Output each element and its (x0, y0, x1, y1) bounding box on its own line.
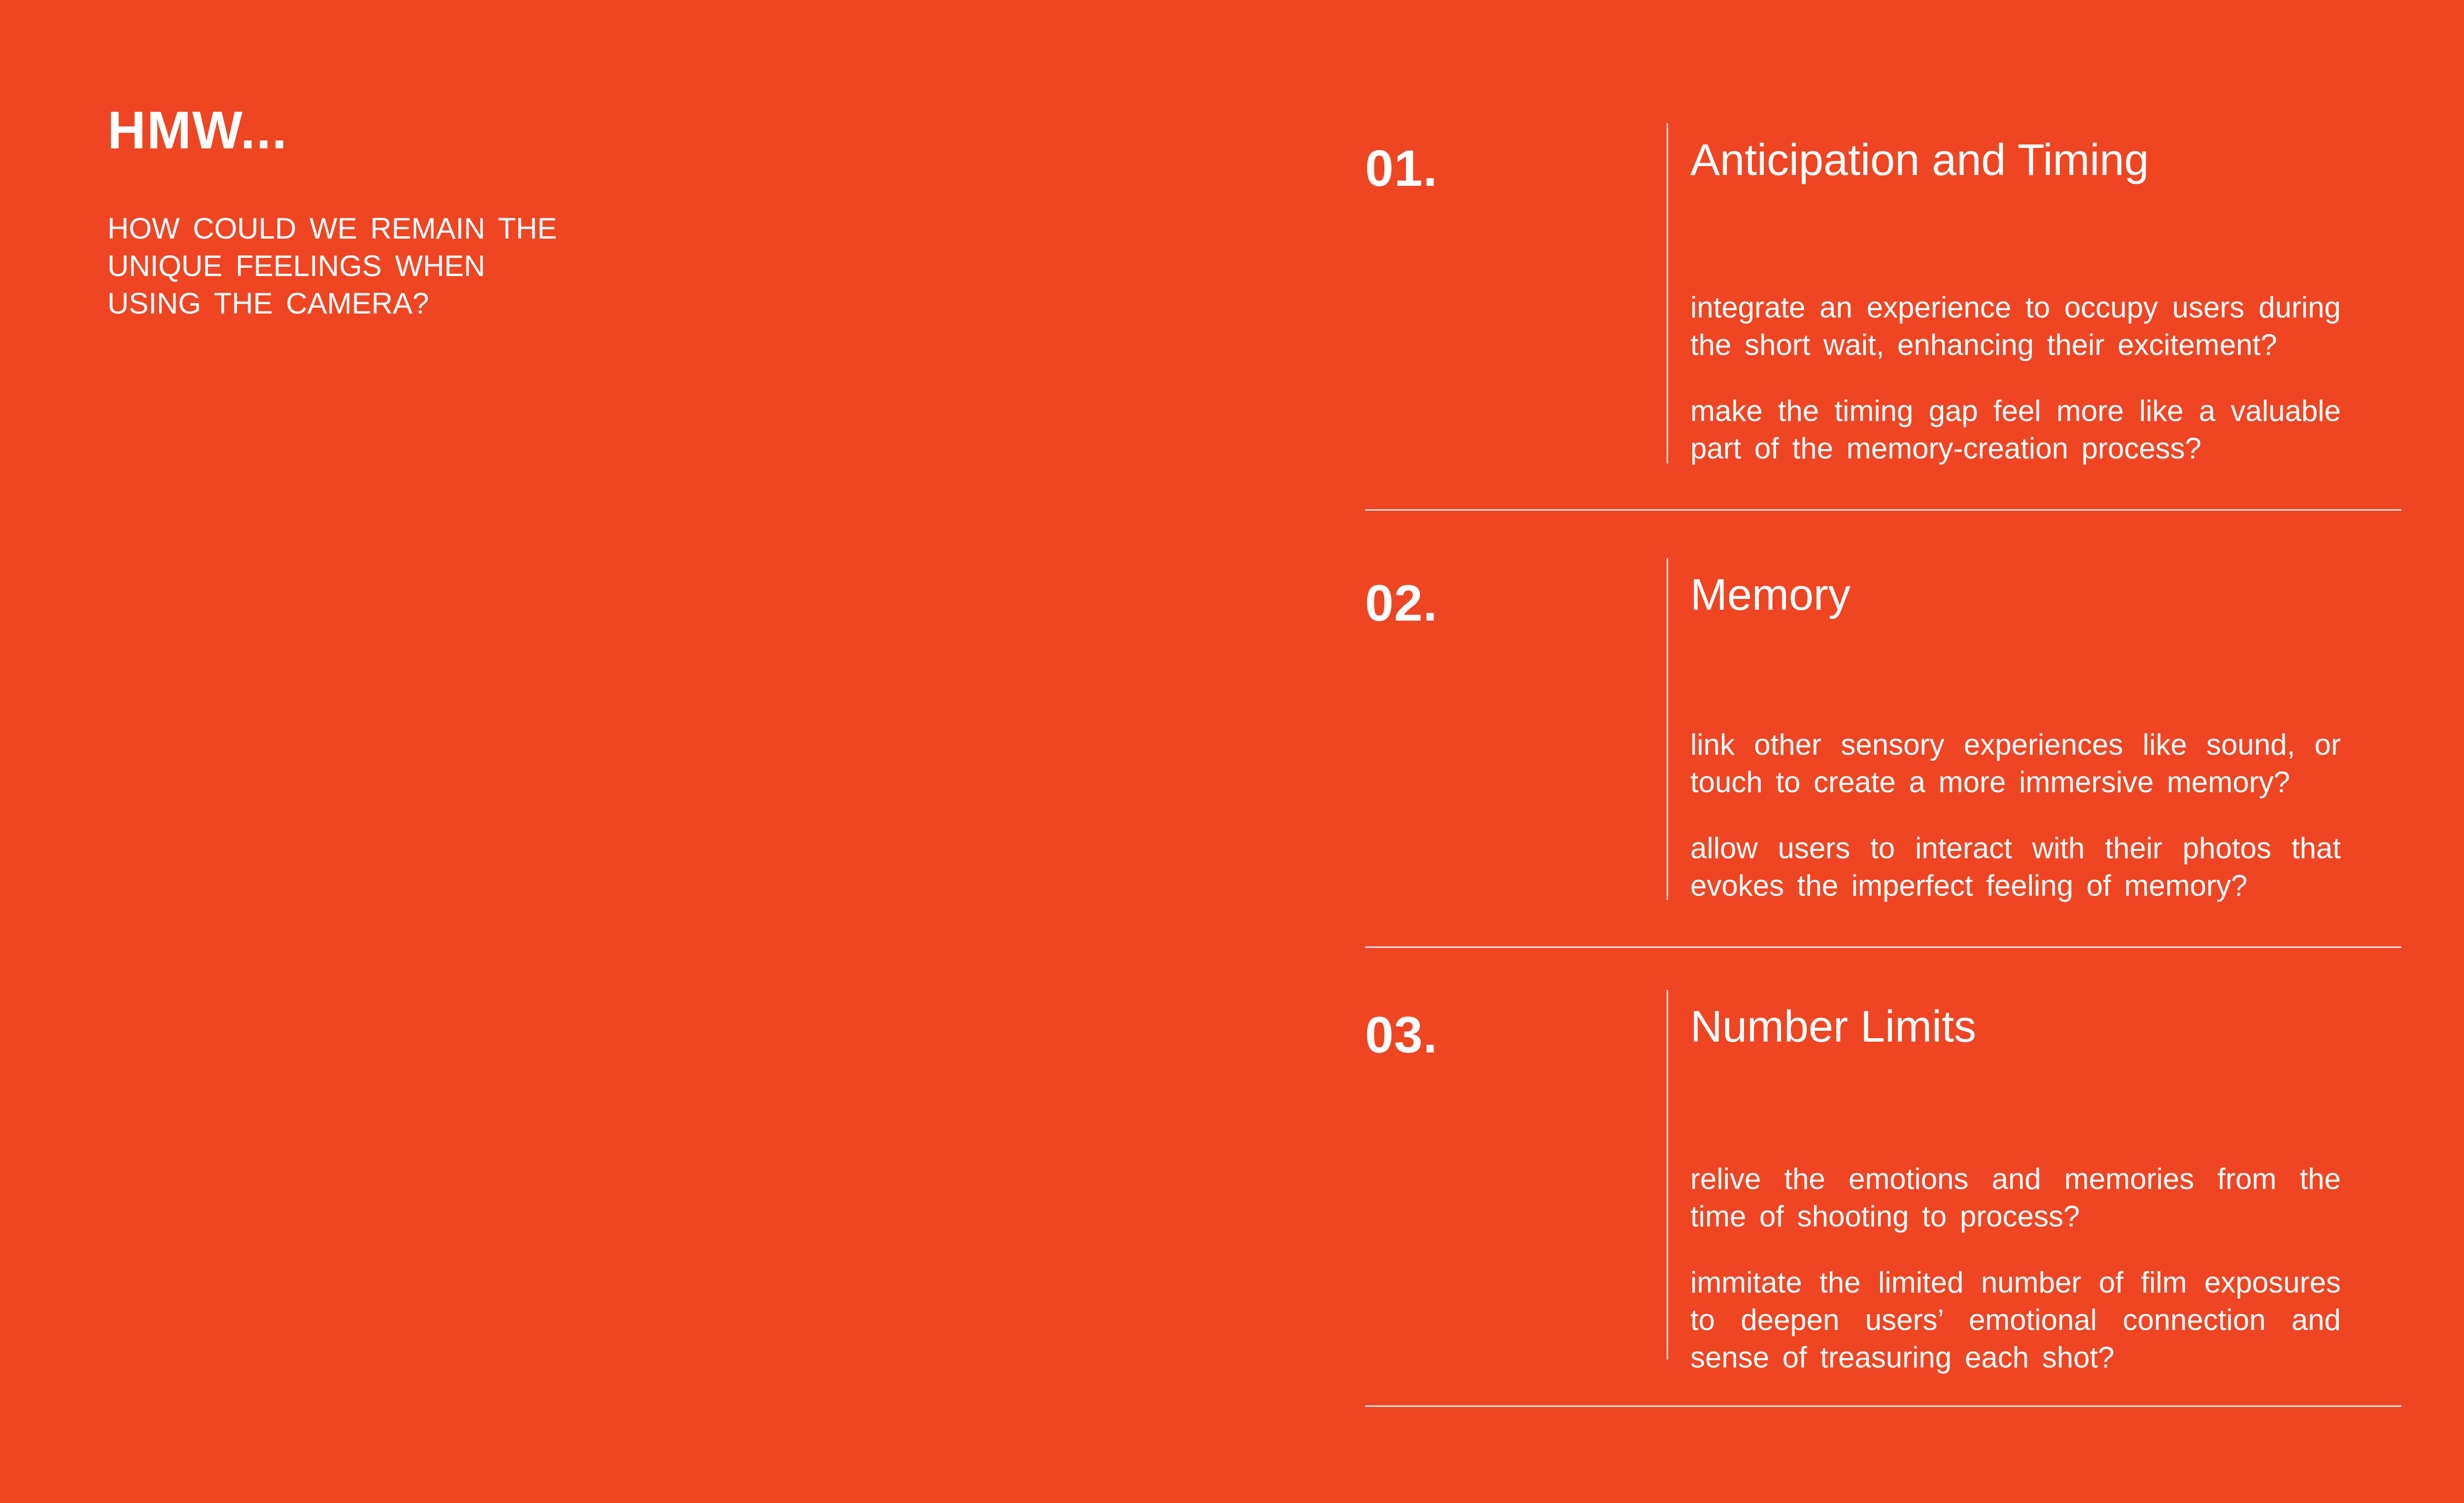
intro-question: HOW COULD WE REMAIN THE UNIQUE FEELINGS WHEN USING THE CAMERA? (107, 211, 557, 320)
section-number-limits (1365, 1002, 2401, 1407)
section-number: 03. (1365, 1007, 1438, 1064)
vertical-divider (1667, 558, 1668, 900)
vertical-divider (1667, 123, 1668, 463)
section-memory (1365, 570, 2401, 948)
section-title: Anticipation and Timing (1690, 136, 2149, 185)
section-content (1690, 570, 2341, 902)
section-number: 01. (1365, 140, 1438, 197)
page-title: HMW... (107, 100, 288, 160)
section-content (1690, 136, 2341, 465)
question-item: link other sensory experiences like sound, or touch to create a more immersive memory? (1690, 728, 2341, 799)
question-item: integrate an experience to occupy users during the short wait, enhancing their excitement? (1690, 291, 2341, 361)
question-item: immitate the limited number of film exposures to deepen users’ emotional connection and sense of treasuring each shot? (1690, 1266, 2341, 1374)
question-list (1690, 1160, 2341, 1376)
question-list (1690, 726, 2341, 905)
question-item: allow users to interact with their photos that evokes the imperfect feeling of memory? (1690, 832, 2341, 902)
section-title: Number Limits (1690, 1002, 1977, 1051)
question-item: make the timing gap feel more like a valuable part of the memory-creation process? (1690, 394, 2341, 465)
section-title: Memory (1690, 570, 1851, 620)
section-number: 02. (1365, 575, 1438, 632)
section-content (1690, 1002, 2341, 1374)
section-anticipation-and-timing (1365, 136, 2401, 511)
question-item: relive the emotions and memories from the time of shooting to process? (1690, 1162, 2341, 1233)
vertical-divider (1667, 990, 1668, 1360)
question-list (1690, 289, 2341, 467)
intro-block (107, 101, 797, 322)
